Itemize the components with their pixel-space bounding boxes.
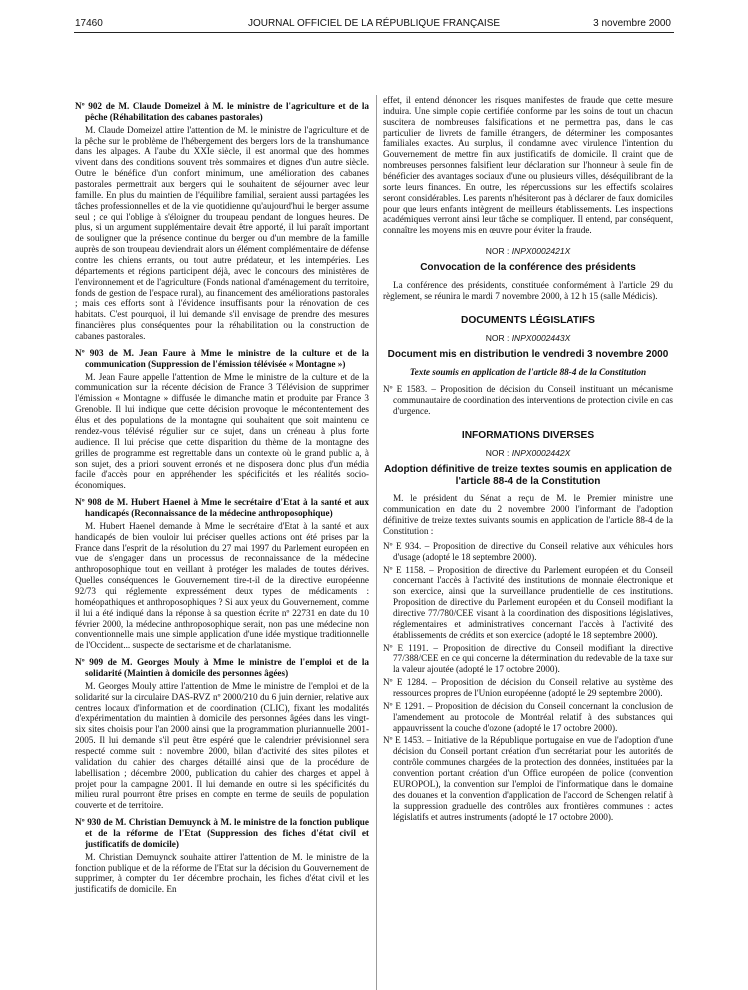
issue-date: 3 novembre 2000 — [593, 18, 671, 29]
question-909-body: M. Georges Mouly attire l'attention de Mme le ministre de l'emploi et de la solidarité sur la circulaire DAS-RVZ nº 2000/210 du 6 juin dernier, relative aux centres locaux d'information et de coordination (CLIC), fixant les modalités d'expérimentation du maintien à domicile des personnes âgées dans les vingt-six sites choisis pour l'an 2000 ainsi que la programmation pluriannuelle 2001-2005. Il lui demande s'il peut être espéré que le calendrier prévisionnel sera respecté comme suit : novembre 2000, bilan d'activité des sites pilotes et validation du cahier des charges détaillé ainsi que de la procédure de labellisation ; décembre 2000, publication du cahier des charges et appel à projet pour la campagne 2001. Il lui demande en outre si les spécificités du milieu rural pourront être prises en compte en terme de seuils de population couverte et de territoire. — [75, 680, 369, 811]
nor-reference-2: NOR : INPX0002443X — [485, 333, 571, 344]
adoption-body: M. le président du Sénat a reçu de M. le Premier ministre une communication en date du 2 novembre 2000 l'informant de l'adoption définitive de treize textes suivants soumis en application de l'article 88-4 de la Constitution : — [383, 493, 673, 537]
page-header — [0, 16, 748, 32]
column-separator — [376, 95, 377, 990]
nor-code-3: INPX0002442X — [511, 448, 571, 459]
item-e1583: Nº E 1583. – Proposition de décision du Conseil instituant un mécanisme communautaire de coordination des interventions de protection civile en cas d'urgence. — [383, 383, 673, 416]
question-903-heading: Nº 903 de M. Jean Faure à Mme le ministre de la culture et de la communication (Suppression de l'émission télévisée « Montagne ») — [75, 347, 369, 369]
adoption-item: Nº E 1453. – Initiative de la République portugaise en vue de l'adoption d'une décision du Conseil portant création d'un secrétariat pour les autorités de contrôle communes chargées de la protection des données, instituées par la convention portant création d'un Office européen de police (convention EUROPOL), la convention sur l'emploi de l'informatique dans le domaine des douanes et la convention d'application de l'accord de Schengen relatif à la suppression graduelle des contrôles aux frontières communes : actes législatifs et autres instruments (adopté le 17 octobre 2000). — [383, 735, 673, 822]
informations-diverses-heading: INFORMATIONS DIVERSES — [461, 430, 595, 442]
question-930-body: M. Christian Demuynck souhaite attirer l'attention de M. le ministre de la fonction publique et de la réforme de l'Etat sur la décision du Gouvernement de supprimer, à compter du 1er décembre prochain, les fiches d'état civil et les justificatifs de domicile. En — [75, 851, 369, 895]
document-distribution-subtitle: Texte soumis en application de l'article 88-4 de la Constitution — [409, 366, 647, 377]
left-column — [75, 95, 369, 901]
nor-code-1: INPX0002421X — [511, 246, 571, 257]
adoption-item: Nº E 1284. – Proposition de décision du Conseil relative au système des ressources propres de l'Union européenne (adopté le 29 septembre 2000). — [383, 677, 673, 699]
documents-legislatifs-heading: DOCUMENTS LÉGISLATIFS — [461, 315, 595, 327]
nor-reference-3: NOR : INPX0002442X — [485, 448, 571, 459]
adoption-item: Nº E 1158. – Proposition de directive du Parlement européen et du Conseil concernant l'accès à l'activité des institutions de monnaie électronique et son exercice, ainsi que la surveillance prudentielle de ces institutions. Proposition de directive du Parlement européen et du Conseil modifiant la directive 77/780/CEE visant à la coordination des dispositions législatives, réglementaires et administratives concernant l'accès à l'activité des établissements de crédits et son exercice (adopté le 18 septembre 2000). — [383, 564, 673, 640]
question-930-continuation: effet, il entend dénoncer les risques manifestes de fraude que cette mesure induira. Une simple copie certifiée conforme par les soins de tout un chacun suscitera de nombreuses falsifications et ne permettra pas, dans le cas particulier de livrets de famille étrangers, de déterminer les composantes familiales exactes. Au surplus, il condamne avec virulence l'intention du Gouvernement de mettre fin aux justificatifs de domicile. Il craint que de nombreuses personnes falsifient leur déclaration sur l'honneur à seule fin de bénéficier des avantages sociaux d'une ou plusieurs villes, déséquilibrant de la sorte leurs finances. En outre, les répercussions sur les effectifs scolaires seront considérables. Les parents n'hésiteront pas à déclarer de faux domiciles pour que leurs enfants intègrent de meilleurs établissements. Les inspections académiques verront ainsi leur tâche se compliquer. Il entend, par conséquent, connaître les moyens mis en œuvre pour éviter la fraude. — [383, 95, 673, 236]
adoption-item: Nº E 1291. – Proposition de décision du Conseil concernant la conclusion de l'amendement au protocole de Montréal relatif à des substances qui appauvrissent la couche d'ozone (adopté le 17 octobre 2000). — [383, 700, 673, 733]
adoption-item: Nº E 934. – Proposition de directive du Conseil relative aux véhicules hors d'usage (adopté le 18 septembre 2000). — [383, 540, 673, 562]
question-903-body: M. Jean Faure appelle l'attention de Mme le ministre de la culture et de la communication sur la récente décision de France 3 Télévision de supprimer l'émission « Montagne » diffusée le dimanche matin et produite par France 3 Grenoble. Il lui indique que cette décision provoque le mécontentement des élus et des populations de la montagne qui souhaitent que soit maintenu ce rendez-vous télévisé régulier sur ce sujet, dans un créneau à plus forte audience. Il lui précise que cette disparition du thème de la montagne des grilles de programme est regrettable dans un contexte où le grand public a, à son sujet, des a priori souvent erronés et ne disposera donc plus d'un média facile d'accès pour en appréhender les spécificités et les réalités socio-économiques. — [75, 371, 369, 491]
question-930-heading: Nº 930 de M. Christian Demuynck à M. le ministre de la fonction publique et de la réforme de l'Etat (Suppression des fiches d'état civil et justificatifs de domicile) — [75, 817, 369, 849]
question-902-body: M. Claude Domeizel attire l'attention de M. le ministre de l'agriculture et de la pêche sur le problème de l'hébergement des bergers lors de la transhumance dans les alpages. A l'aube du XXIe siècle, il est anormal que des hommes vivent dans des conditions souvent très sommaires et dignes d'un autre siècle. Outre le bénéfice d'un confort minimum, une amélioration des cabanes pastorales permettrait aux bergers qui le souhaitent de séjourner avec leur famille. En plus du maintien de l'équilibre familial, seraient aussi partagées les tâches professionnelles et de la vie quotidienne qu'aujourd'hui le berger assume seul ; ce qui l'oblige à s'éloigner du troupeau pendant de longues heures. De plus, si un argument supplémentaire devait être apporté, il lui paraît important de souligner que la présence continue du berger ou d'un membre de la famille auprès de son troupeau deviendrait alors un élément complémentaire de défense contre les chiens errants, ou tout autre prédateur, et les intempéries. Les départements et régions participent déjà, avec le concours des ministères de l'environnement et de l'agriculture (Fonds national d'aménagement du territoire, fonds de gestion de l'espace rural), au financement des améliorations pastorales ; mais ces efforts sont à l'évidence insuffisants pour la rénovation de ces habitats. C'est pourquoi, il lui demande s'il envisage de prendre des mesures financières plus conséquentes pour la réhabilitation ou la construction de cabanes pastorales. — [75, 124, 369, 342]
question-908-body: M. Hubert Haenel demande à Mme le secrétaire d'Etat à la santé et aux handicapés de bien vouloir lui préciser quelles actions ont été prises par la France dans l'esprit de la résolution du 27 mai 1997 du Parlement européen en vue de s'engager dans un processus de reconnaissance de la médecine anthroposophique tout en veillant à protéger les malades de toutes dérives. Quelles conséquences le Gouvernement tire-t-il de la directive européenne 92/73 qui réglemente expressément deux types de médicaments : homéopathiques et anthroposophiques ? Si aux yeux du Gouvernement, comme il lui a été indiqué dans la réponse à sa question écrite nº 22731 en date du 10 février 2000, la médecine anthroposophique serait, non pas une médecine non conventionnelle mais une simple application d'une idée mystique traditionnelle de l'Occident... suspecte de sectarisme et de charlatanisme. — [75, 520, 369, 651]
convocation-title: Convocation de la conférence des présidents — [420, 262, 636, 274]
adoption-title: Adoption définitive de treize textes soumis en application de l'article 88-4 de la Constitution — [384, 464, 672, 487]
journal-title: JOURNAL OFFICIEL DE LA RÉPUBLIQUE FRANÇAISE — [247, 18, 501, 29]
right-column — [383, 95, 673, 824]
adoption-item: Nº E 1191. – Proposition de directive du Conseil modifiant la directive 77/388/CEE en ce qui concerne la détermination du redevable de la taxe sur la valeur ajoutée (adopté le 17 octobre 2000). — [383, 642, 673, 675]
convocation-body: La conférence des présidents, constituée conformément à l'article 29 du règlement, se réunira le mardi 7 novembre 2000, à 12 h 15 (salle Médicis). — [383, 279, 673, 301]
nor-reference-1: NOR : INPX0002421X — [485, 246, 571, 257]
header-rule — [74, 32, 674, 33]
document-distribution-title: Document mis en distribution le vendredi 3 novembre 2000 — [387, 349, 669, 361]
question-908-heading: Nº 908 de M. Hubert Haenel à Mme le secrétaire d'Etat à la santé et aux handicapés (Reconnaissance de la médecine anthroposophique) — [75, 497, 369, 518]
question-902-heading: Nº 902 de M. Claude Domeizel à M. le ministre de l'agriculture et de la pêche (Réhabilitation des cabanes pastorales) — [75, 101, 369, 122]
nor-code-2: INPX0002443X — [511, 333, 571, 344]
page-number: 17460 — [75, 18, 103, 29]
question-909-heading: Nº 909 de M. Georges Mouly à Mme le ministre de l'emploi et de la solidarité (Maintien à domicile des personnes âgées) — [75, 657, 369, 678]
